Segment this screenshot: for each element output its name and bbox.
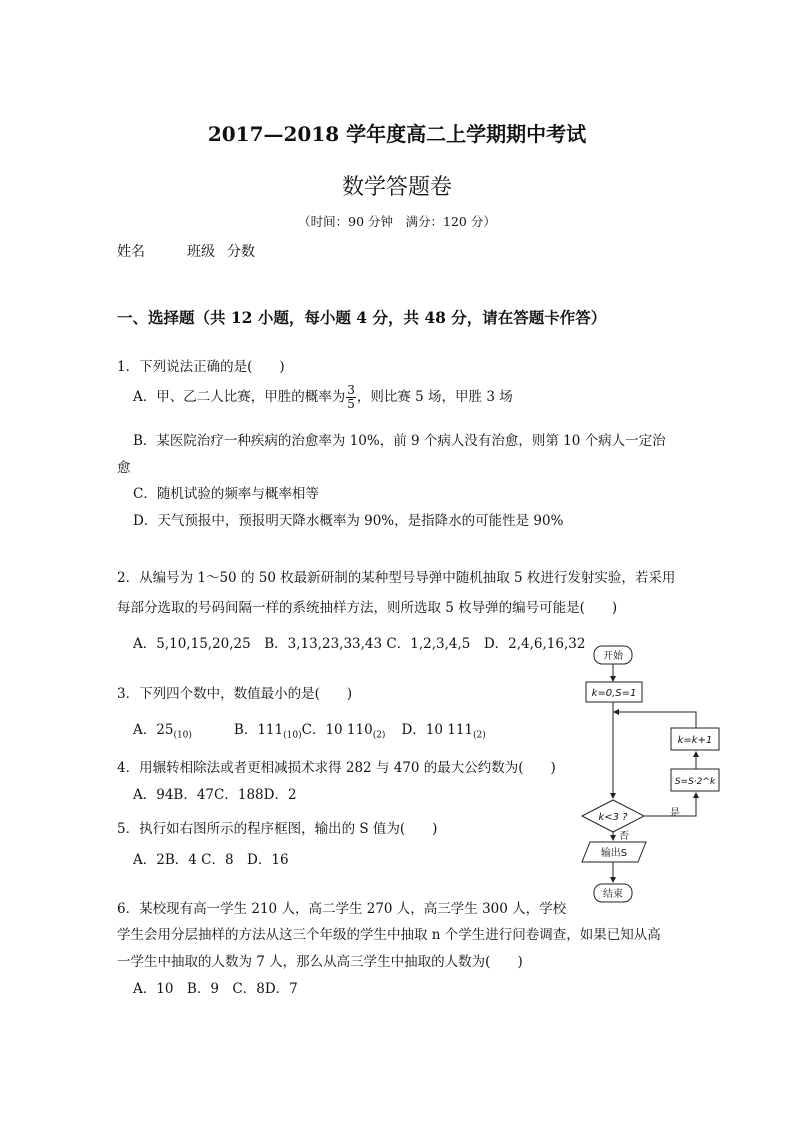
q3-option-a: A．25 [133, 722, 174, 738]
q1-option-c: C．随机试验的频率与概率相等 [133, 486, 319, 502]
flow-start-label: 开始 [603, 651, 623, 662]
flow-end-label: 结束 [603, 889, 623, 900]
q1-option-b-line1: B．某医院治疗一种疾病的治愈率为 10%，前 9 个病人没有治愈，则第 10 个病人一定治 [133, 433, 666, 449]
q3-option-b: B．111 [233, 722, 284, 738]
q3-option-d-base: (2) [473, 730, 486, 741]
flow-condition-label: k<3 ? [598, 812, 628, 823]
exam-time-note: （时间：90 分钟 满分：120 分） [298, 214, 496, 229]
q3-option-d: D．10 111 [401, 722, 473, 738]
q2-options: A．5,10,15,20,25 B．3,13,23,33,43 C．1,2,3,4,5 D．2,4,6,16,32 [133, 636, 586, 652]
q1-stem: 1．下列说法正确的是( ) [117, 359, 285, 375]
q6-options: A．10 B．9 C．8D．7 [133, 981, 298, 997]
name-label: 姓名 [117, 244, 145, 260]
q4-options: A．94B．47C．188D．2 [133, 787, 297, 803]
q3-options [133, 718, 486, 741]
fraction-numerator: 3 [347, 383, 355, 397]
program-flowchart [570, 642, 740, 912]
student-info-row [117, 241, 275, 261]
flow-output-label: 输出S [600, 848, 628, 859]
q2-line1: 2．从编号为 1～50 的 50 枚最新研制的某种型号导弹中随机抽取 5 枚进行发射实验，若采用 [117, 570, 676, 586]
q1-a-post: ，则比赛 5 场，甲胜 3 场 [356, 389, 513, 405]
q1-option-b-line2: 愈 [117, 460, 131, 476]
q1-a-pre: A．甲、乙二人比赛，甲胜的概率为 [133, 389, 346, 405]
q3-option-b-base: (10) [283, 730, 302, 741]
flow-init-label: k=0,S=1 [591, 688, 637, 699]
q1-option-a [133, 384, 513, 411]
q3-option-c-base: (2) [372, 730, 386, 741]
exam-title: 2017—2018 学年度高二上学期期中考试 [207, 122, 587, 146]
flow-yes-label: 是 [670, 808, 680, 819]
q5-options: A．2B．4 C．8 D．16 [133, 852, 289, 868]
flow-update-s-label: S=S·2^k [674, 777, 716, 787]
exam-subtitle: 数学答题卷 [341, 175, 452, 200]
score-label: 分数 [227, 244, 255, 260]
flow-no-label: 否 [619, 831, 629, 842]
q5-stem: 5．执行如右图所示的程序框图，输出的 S 值为( ) [117, 821, 438, 837]
fraction-denominator: 5 [347, 397, 355, 411]
flow-update-k-label: k=k+1 [677, 735, 713, 746]
q6-line2: 学生会用分层抽样的方法从这三个年级的学生中抽取 n 个学生进行问卷调查，如果已知从高 [117, 927, 661, 943]
q6-line1: 6．某校现有高一学生 210 人，高二学生 270 人，高三学生 300 人，学校 [117, 901, 567, 917]
q3-option-c: C．10 110 [301, 722, 373, 738]
q4-stem: 4．用辗转相除法或者更相减损术求得 282 与 470 的最大公约数为( ) [117, 760, 556, 776]
section-heading: 一、选择题（共 12 小题，每小题 4 分，共 48 分，请在答题卡作答） [117, 308, 607, 327]
q3-stem: 3．下列四个数中，数值最小的是( ) [117, 686, 353, 702]
q1-a-fraction [346, 384, 356, 411]
class-label: 班级 [187, 244, 215, 260]
q6-line3: 一学生中抽取的人数为 7 人，那么从高三学生中抽取的人数为( ) [117, 954, 523, 970]
q2-line2: 每部分选取的号码间隔一样的系统抽样方法，则所选取 5 枚导弹的编号可能是( ) [117, 600, 618, 616]
q3-option-a-base: (10) [173, 730, 192, 741]
q1-option-d: D．天气预报中，预报明天降水概率为 90%，是指降水的可能性是 90% [133, 513, 564, 529]
